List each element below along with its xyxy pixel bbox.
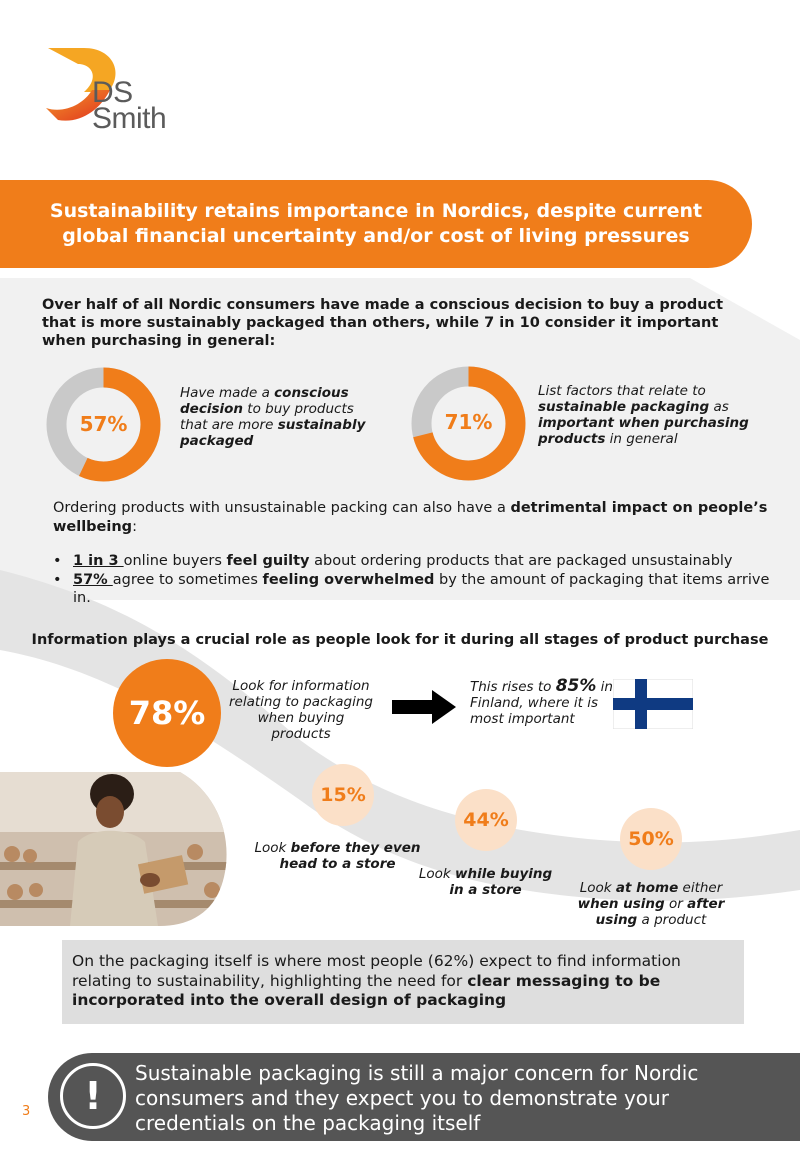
desc-segment: important when purchasing products [538,415,749,447]
callout-banner [48,1053,800,1141]
desc-segment: in general [605,431,678,447]
page-number: 3 [22,1104,31,1119]
finland-flag-icon [613,679,693,729]
stat-circle-78: 78% [113,659,221,767]
desc-segment: Have made a [180,385,275,401]
stage-desc-while: Look while buying in a store [418,866,553,898]
wellbeing-bullets [53,552,773,608]
arrow-right-icon [392,690,456,724]
list-item: • 57% agree to sometimes feeling overwhelmed by the amount of packaging that items arrive in. [53,572,770,606]
woman-holding-box-photo [0,772,230,926]
desc-segment: List factors that relate to [538,383,706,399]
stage-bubble-44: 44% [455,789,517,851]
finland-desc: This rises to 85% in Finland, where it is most important [470,676,613,727]
intro-text: Over half of all Nordic consumers have made a conscious decision to buy a product that is more sustainably packaged than others, while 7 in 10 consider it important when purchasing in general: [42,297,724,349]
exclamation-icon: ! [60,1063,126,1129]
list-item: • 1 in 3 online buyers feel guilty about ordering products that are packaged unsustainably [53,553,733,569]
stat-desc-conscious [180,385,370,449]
info-main-desc: Look for information relating to packaging when buying products [229,678,373,742]
callout-text: Sustainable packaging is still a major concern for Nordic consumers and they expect you to demonstrate your credentials on the packaging itself [135,1061,699,1135]
desc-segment: as [709,399,729,415]
stage-bubble-15: 15% [312,764,374,826]
wellbeing-text: Ordering products with unsustainable packing can also have a detrimental impact on people’s wellbeing: [53,500,768,535]
stat-value-71: 71% [444,410,493,434]
stage-bubble-50: 50% [620,808,682,870]
info-heading: Information plays a crucial role as people look for it during all stages of product purchase [31,632,769,648]
stat-value-57: 57% [79,412,128,436]
packaging-note: On the packaging itself is where most people (62%) expect to find information relating to sustainability, highlighting the need for clear messaging to be incorporated into the overall design of packaging [62,940,744,1024]
stage-desc-home: Look at home either when using or after using a product [577,880,725,928]
desc-segment: sustainable packaging [538,399,710,415]
logo-wordmark: DS Smith [92,76,167,135]
stage-desc-before: Look before they even head to a store [254,840,421,872]
desc-segment: sustainably packaged [180,417,366,449]
stat-desc-important [538,383,763,447]
headline-text: Sustainability retains importance in Nordics, despite current global financial uncertainty and/or cost of living pressures [49,200,703,247]
desc-segment: to buy products that are more [180,401,354,433]
desc-segment: conscious decision [180,385,349,417]
headline-banner [0,180,752,268]
